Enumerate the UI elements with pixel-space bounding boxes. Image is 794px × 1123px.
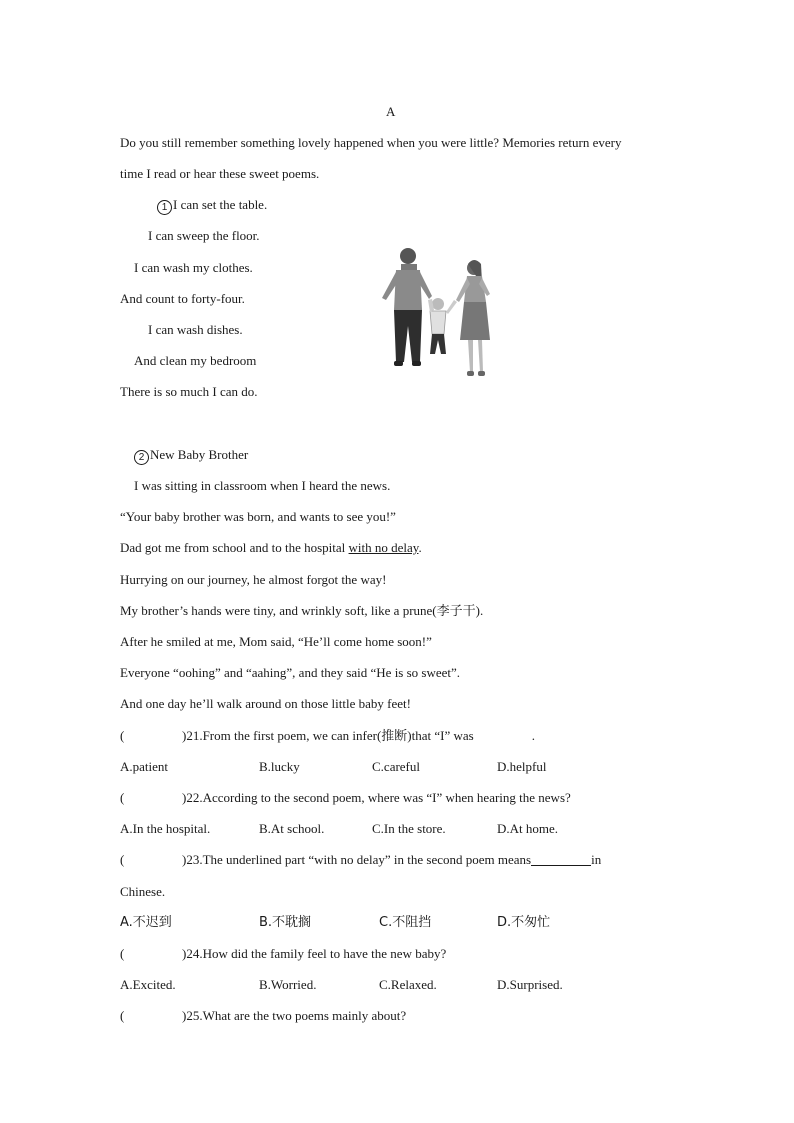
q24-option-a[interactable]: A.Excited. <box>120 977 176 992</box>
q22-option-b[interactable]: B.At school. <box>259 821 325 836</box>
poem2-line-5: My brother’s hands were tiny, and wrinkly soft, like a prune(李子干). <box>120 603 484 618</box>
q24-option-c[interactable]: C.Relaxed. <box>379 977 437 992</box>
q23-option-d[interactable]: D.不匆忙 <box>497 915 551 930</box>
poem2-number: 2 <box>134 450 149 465</box>
section-title: A <box>386 104 396 119</box>
poem1-line-3: I can wash my clothes. <box>134 260 253 275</box>
q24-option-b[interactable]: B.Worried. <box>259 977 317 992</box>
poem1-line-1: 1 I can set the table. <box>157 197 267 215</box>
q24-option-d[interactable]: D.Surprised. <box>497 977 563 992</box>
poem2-line-7: Everyone “oohing” and “aahing”, and they said “He is so sweet”. <box>120 665 461 680</box>
answer-blank[interactable] <box>531 853 591 866</box>
question-24: ( )24.How did the family feel to have the new baby? <box>120 946 447 961</box>
question-23: ( )23.The underlined part “with no delay” in the second poem means in <box>120 852 602 867</box>
underlined-phrase: with no delay <box>348 540 419 555</box>
poem2-line-1: I was sitting in classroom when I heard the news. <box>134 478 391 493</box>
question-21: ( )21.From the first poem, we can infer(推断)that “I” was . <box>120 728 535 743</box>
intro-line-2: time I read or hear these sweet poems. <box>120 166 320 181</box>
poem1-line-2: I can sweep the floor. <box>148 228 260 243</box>
poem1-line-6: And clean my bedroom <box>134 353 257 368</box>
poem1-line-5: I can wash dishes. <box>148 322 243 337</box>
poem1-number: 1 <box>157 200 172 215</box>
q21-option-a[interactable]: A.patient <box>120 759 169 774</box>
q21-option-b[interactable]: B.lucky <box>259 759 300 774</box>
q22-option-c[interactable]: C.In the store. <box>372 821 446 836</box>
poem2-line-4: Hurrying on our journey, he almost forgot the way! <box>120 572 387 587</box>
poem2-line-3: Dad got me from school and to the hospital with no delay. <box>120 540 422 555</box>
q22-option-d[interactable]: D.At home. <box>497 821 559 836</box>
poem2-line-2: “Your baby brother was born, and wants to see you!” <box>120 509 396 524</box>
q21-option-d[interactable]: D.helpful <box>497 759 547 774</box>
family-photo <box>372 242 502 390</box>
q23-option-b[interactable]: B.不耽搁 <box>259 915 312 930</box>
q23-option-a[interactable]: A.不迟到 <box>120 915 172 930</box>
poem2-title-line <box>134 447 248 465</box>
q21-option-c[interactable]: C.careful <box>372 759 421 774</box>
q23-option-c[interactable]: C.不阻挡 <box>379 915 432 930</box>
poem2-line-6: After he smiled at me, Mom said, “He’ll come home soon!” <box>120 634 432 649</box>
poem1-line-4: And count to forty-four. <box>120 291 245 306</box>
poem2-title: New Baby Brother <box>150 447 249 462</box>
question-22: ( )22.According to the second poem, where was “I” when hearing the news? <box>120 790 571 805</box>
poem1-line-7: There is so much I can do. <box>120 384 258 399</box>
question-23-continued: Chinese. <box>120 884 166 899</box>
intro-line-1: Do you still remember something lovely happened when you were little? Memories return every <box>120 135 622 150</box>
q22-option-a[interactable]: A.In the hospital. <box>120 821 211 836</box>
question-25: ( )25.What are the two poems mainly about? <box>120 1008 407 1023</box>
poem2-line-8: And one day he’ll walk around on those little baby feet! <box>120 696 411 711</box>
